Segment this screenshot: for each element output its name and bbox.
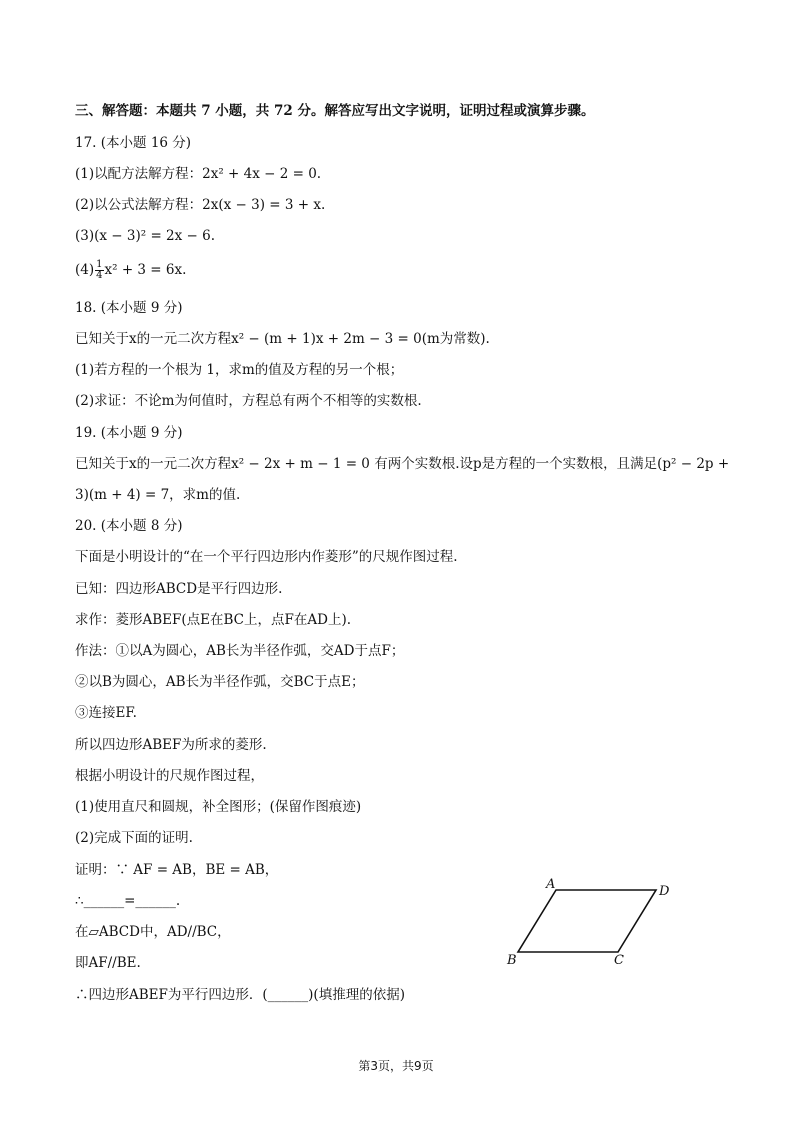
problem-20-intro: 下面是小明设计的“在一个平行四边形内作菱形”的尺规作图过程. [75, 549, 458, 565]
problem-18-part-1: (1)若方程的一个根为 1，求m的值及方程的另一个根； [75, 362, 404, 378]
problem-19-title: 19. (本小题 9 分) [75, 425, 183, 441]
proof-line-4: 即AF//BE. [75, 955, 141, 971]
proof-line-1: 证明：∵ AF = AB，BE = AB， [75, 862, 279, 878]
problem-18-stem: 已知关于x的一元二次方程x² − (m + 1)x + 2m − 3 = 0(m为常数). [75, 331, 490, 347]
problem-17-part-2: (2)以公式法解方程：2x(x − 3) = 3 + x. [75, 197, 326, 213]
problem-17-part-1: (1)以配方法解方程：2x² + 4x − 2 = 0. [75, 166, 322, 182]
vertex-label-c: C [614, 953, 624, 968]
vertex-label-a: A [546, 877, 556, 892]
problem-20-construct: 求作：菱形ABEF(点E在BC上，点F在AD上). [75, 612, 352, 628]
fraction-denominator: 4 [96, 270, 103, 281]
problem-19-stem-line-1: 已知关于x的一元二次方程x² − 2x + m − 1 = 0 有两个实数根.设p是方程的一个实数根，且满足(p² − 2p + [75, 456, 730, 472]
problem-20-according: 根据小明设计的尺规作图过程， [75, 768, 264, 784]
problem-18-title: 18. (本小题 9 分) [75, 300, 183, 316]
problem-20-method-step-3: ③连接EF. [75, 705, 137, 721]
vertex-label-b: B [507, 953, 517, 968]
problem-20-method-step-2: ②以B为圆心，AB长为半径作弧，交BC于点E； [75, 674, 365, 690]
proof-line-5: ∴四边形ABEF为平行四边形．(______)(填推理的依据) [75, 987, 405, 1003]
problem-18-part-2: (2)求证：不论m为何值时，方程总有两个不相等的实数根. [75, 393, 422, 409]
parallelogram-figure [500, 875, 680, 970]
problem-17-part-3: (3)(x − 3)² = 2x − 6. [75, 228, 216, 244]
page-footer: 第3页，共9页 [358, 1059, 434, 1073]
problem-20-part-2: (2)完成下面的证明. [75, 830, 193, 846]
one-quarter-fraction [95, 260, 103, 281]
problem-20-title: 20. (本小题 8 分) [75, 518, 183, 534]
proof-line-2: ∴______=______. [75, 893, 181, 909]
problem-20-method-step-1: 作法：①以A为圆心，AB长为半径作弧，交AD于点F； [75, 643, 405, 659]
parallelogram-abcd [518, 890, 656, 952]
part-4-equation: x² + 3 = 6x. [104, 262, 187, 278]
problem-17-title: 17. (本小题 16 分) [75, 135, 192, 151]
problem-20-given: 已知：四边形ABCD是平行四边形. [75, 581, 283, 597]
problem-20-conclusion: 所以四边形ABEF为所求的菱形. [75, 737, 267, 753]
problem-20-part-1: (1)使用直尺和圆规，补全图形；(保留作图痕迹) [75, 799, 362, 815]
proof-line-3: 在▱ABCD中，AD//BC， [75, 924, 231, 940]
section-heading: 三、解答题：本题共 7 小题，共 72 分。解答应写出文字说明，证明过程或演算步骤。 [75, 103, 595, 119]
problem-19-stem-line-2: 3)(m + 4) = 7，求m的值. [75, 487, 241, 503]
part-4-label: (4) [75, 262, 95, 278]
vertex-label-d: D [659, 884, 670, 899]
fraction-numerator: 1 [96, 259, 103, 270]
problem-17-part-4 [75, 260, 186, 281]
